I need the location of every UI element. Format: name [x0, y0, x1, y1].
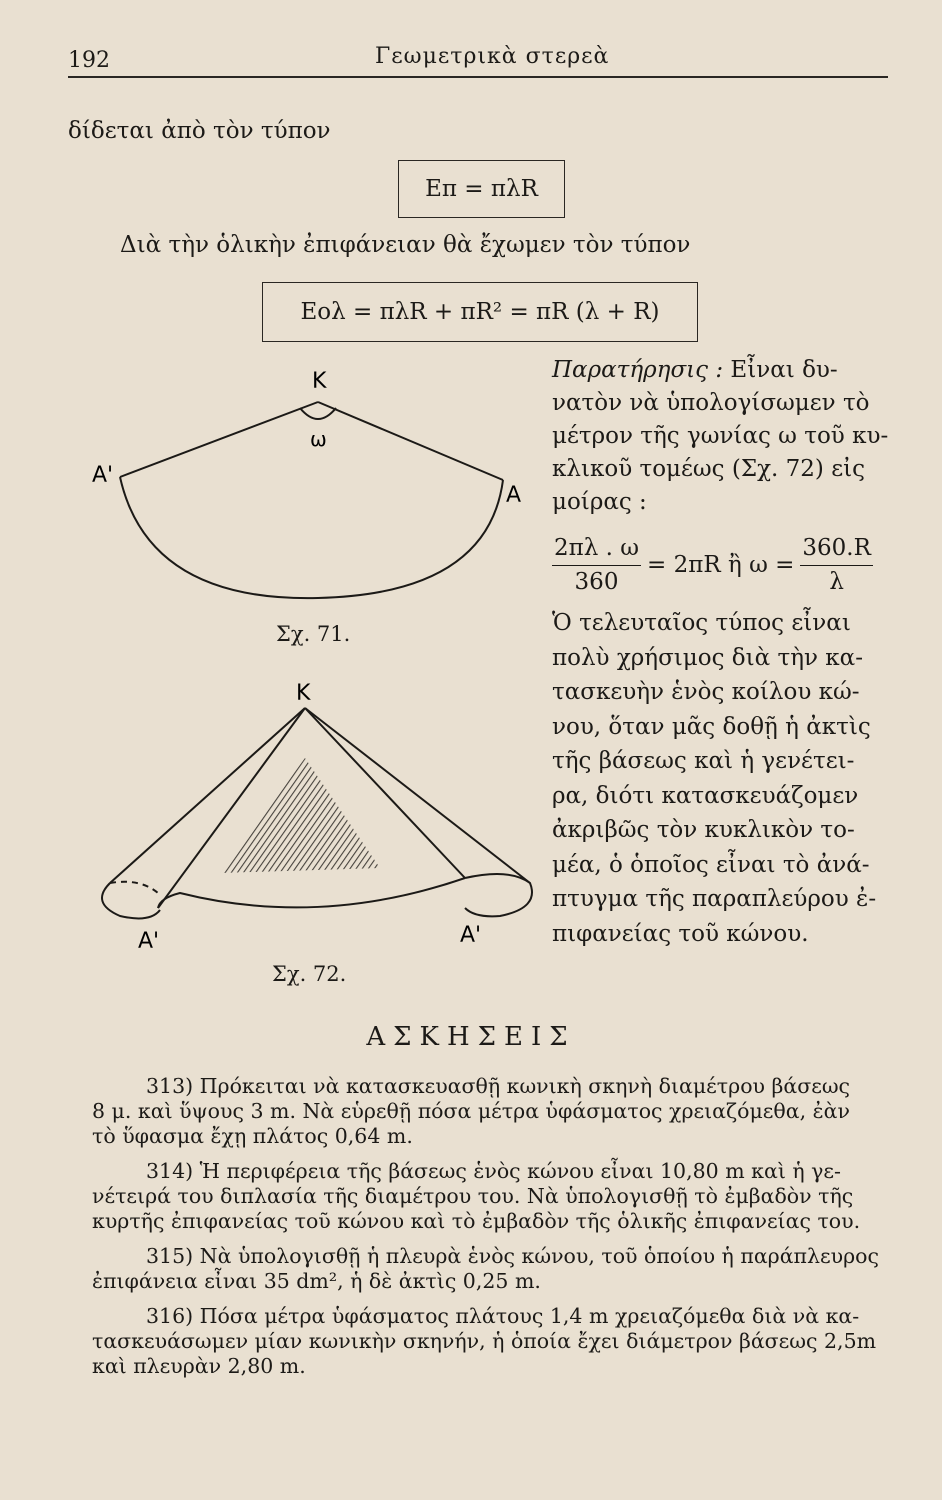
- remark-paragraph: [552, 606, 876, 951]
- figure-71-sector-diagram: [78, 362, 538, 612]
- figure-72-cone-diagram: [80, 678, 540, 968]
- paragraph-line: τασκευὴν ἑνὸς κοίλου κώ-: [552, 679, 860, 705]
- remark-line-4: κλικοῦ τομέως (Σχ. 72) εἰς: [552, 456, 866, 482]
- exercise-314-line-2: νέτειρά του διπλασία τῆς διαμέτρου του. Νὰ ὑπολογισθῇ τὸ ἐμβαδὸν τῆς: [92, 1184, 854, 1208]
- exercise-313-line-2: 8 μ. καὶ ὕψους 3 m. Νὰ εὑρεθῇ πόσα μέτρα ὑφάσματος χρειαζόμεθα, ἐὰν: [92, 1099, 850, 1123]
- page-number: 192: [68, 48, 110, 73]
- paragraph-line: ἀκριβῶς τὸν κυκλικὸν το-: [552, 817, 855, 843]
- cone-base-arc: [158, 878, 465, 908]
- paragraph-line: τῆς βάσεως καὶ ἡ γενέτει-: [552, 748, 855, 774]
- base-circle-left-hidden: [110, 882, 158, 893]
- remark-block: [552, 354, 888, 519]
- paragraph-line: Ὁ τελευταῖος τύπος εἶναι: [552, 610, 851, 636]
- formula-lateral-area: Επ = πλR: [398, 160, 565, 218]
- paragraph-line: ρα, διότι κατασκευάζομεν: [552, 782, 859, 809]
- hatched-region: [220, 758, 380, 873]
- remark-line-5: μοίρας :: [552, 489, 647, 515]
- header-rule: [68, 76, 888, 78]
- label-angle-omega: ω: [310, 427, 327, 451]
- label-apex-k: Κ: [296, 681, 311, 706]
- label-point-a-prime-right: Α': [460, 923, 482, 948]
- exercise-316-line-1: 316) Πόσα μέτρα ὑφάσματος πλάτους 1,4 m χρειαζόμεθα διὰ νὰ κα-: [146, 1304, 860, 1328]
- exercise-314-line-3: κυρτῆς ἐπιφανείας τοῦ κώνου καὶ τὸ ἐμβαδὸν τῆς ὁλικῆς ἐπιφανείας του.: [92, 1209, 861, 1233]
- remark-line-1: Εἶναι δυ-: [730, 357, 838, 383]
- fraction-right-denominator: λ: [829, 569, 844, 595]
- remark-line-3: μέτρον τῆς γωνίας ω τοῦ κυ-: [552, 423, 889, 449]
- paragraph-line: μέα, ὁ ὁποῖος εἶναι τὸ ἀνά-: [552, 851, 870, 878]
- fraction-right-numerator: 360.R: [800, 532, 873, 566]
- figure-71-caption: Σχ. 71.: [276, 622, 351, 646]
- fraction-left: [552, 532, 641, 599]
- figure-72-caption: Σχ. 72.: [272, 962, 347, 986]
- exercises-heading: ΑΣΚΗΣΕΙΣ: [366, 1022, 576, 1052]
- exercise-314-line-1: 314) Ἡ περιφέρεια τῆς βάσεως ἑνὸς κώνου εἶναι 10,80 m καὶ ἡ γε-: [146, 1159, 841, 1183]
- label-point-a-prime-left: Α': [138, 929, 160, 954]
- fraction-right: [800, 532, 873, 599]
- exercise-316-line-3: καὶ πλευρὰν 2,80 m.: [92, 1354, 306, 1378]
- intro-line-1: δίδεται ἀπὸ τὸν τύπον: [68, 118, 331, 144]
- exercise-313-line-1: 313) Πρόκειται νὰ κατασκευασθῇ κωνικὴ σκηνὴ διαμέτρου βάσεως: [146, 1074, 851, 1098]
- exercise-315-line-2: ἐπιφάνεια εἶναι 35 dm², ἡ δὲ ἀκτὶς 0,25 m.: [92, 1269, 541, 1293]
- label-apex-k: Κ: [312, 369, 327, 394]
- fraction-left-denominator: 360: [574, 569, 619, 595]
- exercise-315-line-1: 315) Νὰ ὑπολογισθῇ ἡ πλευρὰ ἑνὸς κώνου, τοῦ ὁποίου ἡ παράπλευρος: [146, 1244, 879, 1268]
- paragraph-line: πιφανείας τοῦ κώνου.: [552, 920, 809, 947]
- exercise-313-line-3: τὸ ὕφασμα ἔχῃ πλάτος 0,64 m.: [92, 1124, 413, 1148]
- base-circle-right: [465, 874, 532, 916]
- angle-arc: [300, 408, 336, 419]
- remark-line-2: νατὸν νὰ ὑπολογίσωμεν τὸ: [552, 390, 870, 416]
- formula-total-area: Εολ = πλR + πR² = πR (λ + R): [262, 282, 698, 342]
- label-point-a: Α: [506, 483, 522, 508]
- fraction-left-numerator: 2πλ . ω: [552, 532, 641, 566]
- equation-middle: = 2πR ἢ ω =: [647, 552, 795, 578]
- exercises-list: [92, 1074, 912, 1379]
- paragraph-line: πολὺ χρήσιμος διὰ τὴν κα-: [552, 644, 863, 671]
- sector-radius-left: [120, 402, 318, 477]
- label-point-a-prime: Α': [92, 463, 114, 488]
- paragraph-line: πτυγμα τῆς παραπλεύρου ἐ-: [552, 886, 877, 912]
- remark-title: Παρατήρησις :: [552, 357, 724, 383]
- exercise-316-line-2: τασκευάσωμεν μίαν κωνικὴν σκηνήν, ἡ ὁποία ἔχει διάμετρον βάσεως 2,5m: [92, 1329, 877, 1353]
- sector-radius-right: [318, 402, 503, 480]
- sector-arc: [120, 477, 503, 598]
- intro-line-2: Διὰ τὴν ὁλικὴν ἐπιφάνειαν θὰ ἔχωμεν τὸν τύπον: [120, 232, 691, 258]
- omega-equation: [552, 532, 873, 599]
- running-title: Γεωμετρικὰ στερεὰ: [375, 44, 610, 69]
- paragraph-line: νου, ὅταν μᾶς δοθῇ ἡ ἀκτὶς: [552, 713, 871, 740]
- base-circle-left: [102, 883, 160, 918]
